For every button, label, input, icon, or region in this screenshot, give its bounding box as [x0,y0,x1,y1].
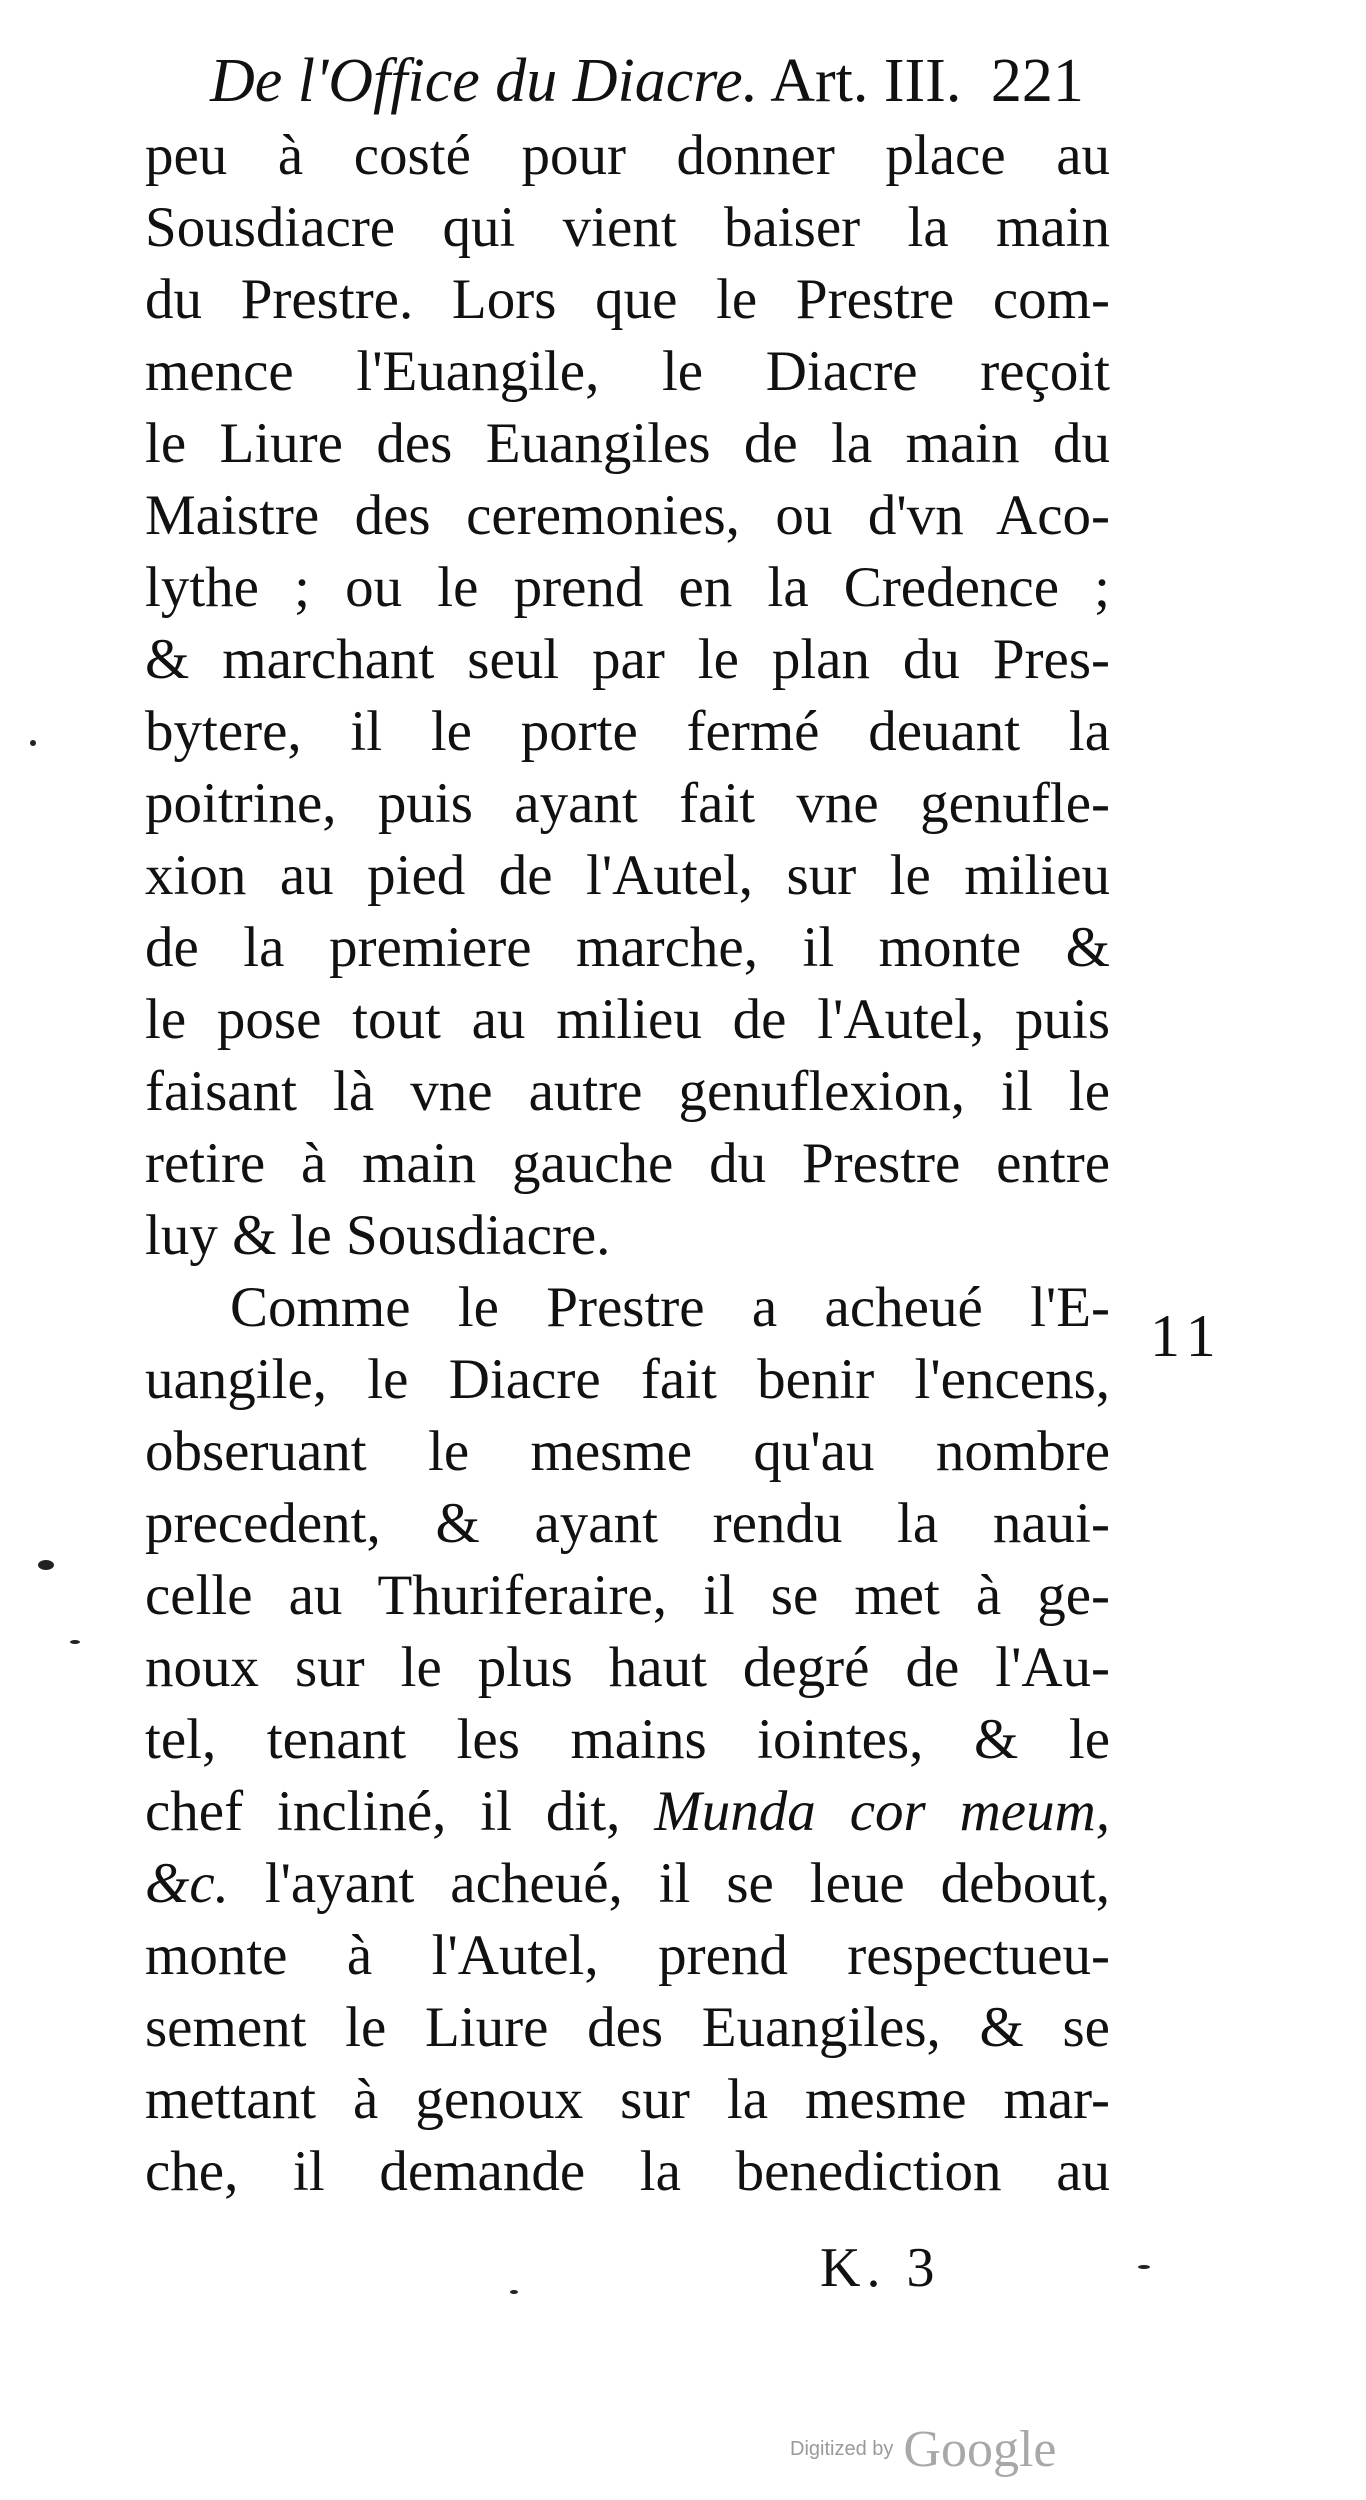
text-line: du Prestre. Lors que le Prestre com- [145,268,1110,331]
text-line: mettant à genoux sur la mesme mar- [145,2068,1110,2131]
paragraph-start-line: Comme le Prestre a acheué l'E- [230,1276,1110,1339]
text-line: lythe ; ou le prend en la Credence ; [145,556,1110,619]
text-line: mence l'Euangile, le Diacre reçoit [145,340,1110,403]
text-line: Sousdiacre qui vient baiser la main [145,196,1110,259]
text-line: uangile, le Diacre fait benir l'encens, [145,1348,1110,1411]
line-text: l'ayant acheué, il se leue debout, [228,1852,1110,1915]
digitized-watermark [790,2420,1056,2479]
digitized-by-label: Digitized by [790,2438,894,2460]
text-line: bytere, il le porte fermé deuant la [145,700,1110,763]
text-line: tel, tenant les mains iointes, & le [145,1708,1110,1771]
text-line: obseruant le mesme qu'au nombre [145,1420,1110,1483]
text-line: de la premiere marche, il monte & [145,916,1110,979]
text-line: Maistre des ceremonies, ou d'vn Aco- [145,484,1110,547]
text-line: le pose tout au milieu de l'Autel, puis [145,988,1110,1051]
text-line: le Liure des Euangiles de la main du [145,412,1110,475]
google-logo: Google [903,2421,1057,2478]
text-line: che, il demande la benediction au [145,2140,1110,2203]
text-line: xion au pied de l'Autel, sur le milieu [145,844,1110,907]
text-line: poitrine, puis ayant fait vne genufle- [145,772,1110,835]
text-line: precedent, & ayant rendu la naui- [145,1492,1110,1555]
text-line: faisant là vne autre genuflexion, il le [145,1060,1110,1123]
header-title: De l'Office du Diacre. [210,47,759,115]
latin-etc: &c. [145,1852,229,1915]
header-article: Art. III. [770,47,962,115]
line-text: chef incliné, il dit, [145,1780,655,1843]
text-line: sement le Liure des Euangiles, & se [145,1996,1110,2059]
text-line-with-latin [145,1848,1110,1920]
ink-speck [30,740,36,746]
text-line: monte à l'Autel, prend respectueu- [145,1924,1110,1987]
ink-speck [510,2290,518,2294]
body-text [145,120,1110,2208]
text-line: peu à costé pour donner place au [145,124,1110,187]
text-line: retire à main gauche du Prestre entre [145,1132,1110,1195]
signature-mark: K. 3 [820,2237,941,2299]
latin-phrase: Munda cor meum, [654,1780,1110,1843]
text-line-with-latin [145,1776,1110,1848]
ink-speck [38,1560,54,1570]
text-line: & marchant seul par le plan du Pres- [145,628,1110,691]
running-header [210,46,1110,116]
text-line: noux sur le plus haut degré de l'Au- [145,1636,1110,1699]
ink-speck [70,1640,80,1644]
ink-speck [1138,2265,1150,2269]
text-line: celle au Thuriferaire, il se met à ge- [145,1564,1110,1627]
page-number: 221 [990,47,1084,115]
text-line: luy & le Sousdiacre. [145,1204,611,1267]
margin-section-number: 11 [1150,1303,1224,1369]
